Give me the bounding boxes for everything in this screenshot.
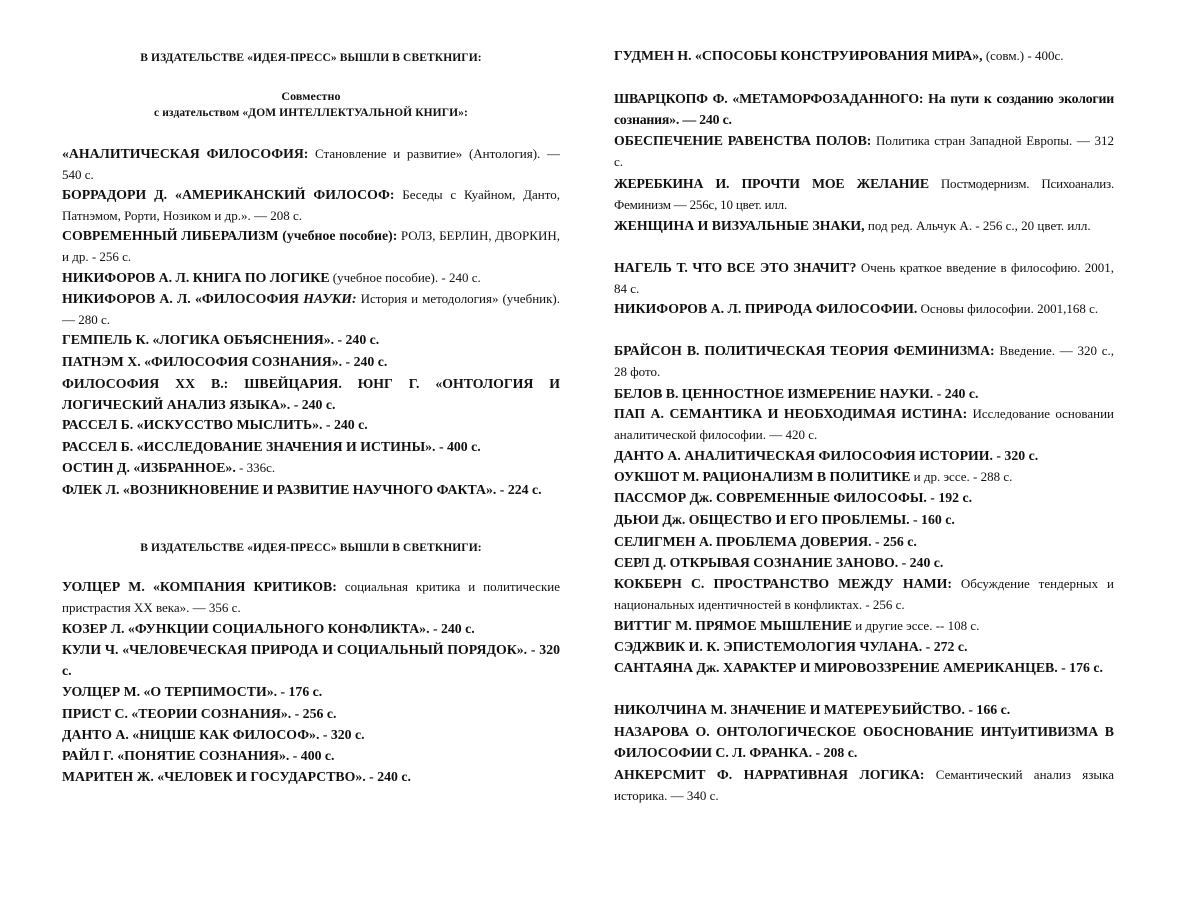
book-entry: ПАП А. СЕМАНТИКА И НЕОБХОДИМАЯ ИСТИНА: Исследование основании аналитической философии. — 420 с. [614, 406, 1114, 442]
book-entry: ШВАРЦКОПФ Ф. «МЕТАМОРФОЗАДАННОГО: На пути к созданию экологии сознания». — 240 с. [614, 91, 1114, 127]
book-entry: СЕРЛ Д. ОТКРЫВАЯ СОЗНАНИЕ ЗАНОВО. - 240 с. [614, 555, 944, 570]
book-entry: ФЛЕК Л. «ВОЗНИКНОВЕНИЕ И РАЗВИТИЕ НАУЧНОГО ФАКТА». - 224 с. [62, 482, 542, 497]
book-entry: ГЕМПЕЛЬ К. «ЛОГИКА ОБЪЯСНЕНИЯ». - 240 с. [62, 332, 380, 347]
book-entry: НИКИФОРОВ А. Л. «ФИЛОСОФИЯ НАУКИ: История и методология» (учебник). — 280 с. [62, 291, 560, 327]
book-entry: БЕЛОВ В. ЦЕННОСТНОЕ ИЗМЕРЕНИЕ НАУКИ. - 240 с. [614, 386, 979, 401]
book-entry: БОРРАДОРИ Д. «АМЕРИКАНСКИЙ ФИЛОСОФ: Беседы с Куайном, Данто, Патнэмом, Рорти, Нозиком и др.». — 208 с. [62, 187, 560, 223]
book-entry: ПРИСТ С. «ТЕОРИИ СОЗНАНИЯ». - 256 с. [62, 706, 337, 721]
book-entry: ОСТИН Д. «ИЗБРАННОЕ». - 336с. [62, 460, 276, 475]
book-entry: ГУДМЕН Н. «СПОСОБЫ КОНСТРУИРОВАНИЯ МИРА», (совм.) - 400с. [614, 48, 1064, 63]
book-entry: НИКИФОРОВ А. Л. ПРИРОДА ФИЛОСОФИИ. Основы философии. 2001,168 с. [614, 301, 1099, 316]
book-entry: КУЛИ Ч. «ЧЕЛОВЕЧЕСКАЯ ПРИРОДА И СОЦИАЛЬНЫЙ ПОРЯДОК». - 320 с. [62, 642, 560, 678]
book-entry: АНКЕРСМИТ Ф. НАРРАТИВНАЯ ЛОГИКА: Семантический анализ языка историка. — 340 с. [614, 767, 1114, 803]
book-entry: ДЬЮИ Дж. ОБЩЕСТВО И ЕГО ПРОБЛЕМЫ. - 160 с. [614, 512, 955, 527]
book-entry: МАРИТЕН Ж. «ЧЕЛОВЕК И ГОСУДАРСТВО». - 240 с. [62, 769, 411, 784]
book-entry: РАССЕЛ Б. «ИСКУССТВО МЫСЛИТЬ». - 240 с. [62, 417, 368, 432]
book-entry: ПАТНЭМ Х. «ФИЛОСОФИЯ СОЗНАНИЯ». - 240 с. [62, 354, 388, 369]
book-entry: НИКОЛЧИНА М. ЗНАЧЕНИЕ И МАТЕРЕУБИЙСТВО. - 166 с. [614, 702, 1011, 717]
book-entry: ПАССМОР Дж. СОВРЕМЕННЫЕ ФИЛОСОФЫ. - 192 с. [614, 490, 973, 505]
book-entry: УОЛЦЕР М. «КОМПАНИЯ КРИТИКОВ: социальная критика и политические пристрастия XX века». — 356 с. [62, 579, 560, 615]
book-entry: ОБЕСПЕЧЕНИЕ РАВЕНСТВА ПОЛОВ: Политика стран Западной Европы. — 312 с. [614, 133, 1114, 169]
book-entry: ОУКШОТ М. РАЦИОНАЛИЗМ В ПОЛИТИКЕ и др. эссе. - 288 с. [614, 469, 1013, 484]
book-entry: НАГЕЛЬ Т. ЧТО ВСЕ ЭТО ЗНАЧИТ? Очень краткое введение в философию. 2001, 84 с. [614, 260, 1115, 296]
book-entry: РАЙЛ Г. «ПОНЯТИЕ СОЗНАНИЯ». - 400 с. [62, 748, 335, 763]
book-entry: «АНАЛИТИЧЕСКАЯ ФИЛОСОФИЯ: Становление и развитие» (Антология). — 540 с. [62, 146, 560, 182]
section-heading: В ИЗДАТЕЛЬСТВЕ «ИДЕЯ-ПРЕСС» ВЫШЛИ В СВЕТКНИГИ: [140, 542, 482, 554]
book-entry: СЕЛИГМЕН А. ПРОБЛЕМА ДОВЕРИЯ. - 256 с. [614, 534, 917, 549]
book-entry: РАССЕЛ Б. «ИССЛЕДОВАНИЕ ЗНАЧЕНИЯ И ИСТИНЫ». - 400 с. [62, 439, 481, 454]
book-entry: ЖЕРЕБКИНА И. ПРОЧТИ МОЕ ЖЕЛАНИЕ Постмодернизм. Психоанализ. Феминизм — 256с, 10 цвет. илл. [614, 176, 1115, 212]
book-entry: СЭДЖВИК И. К. ЭПИСТЕМОЛОГИЯ ЧУЛАНА. - 272 с. [614, 639, 968, 654]
book-entry: КОКБЕРН С. ПРОСТРАНСТВО МЕЖДУ НАМИ: Обсуждение тендерных и национальных идентичностей в конфликтах. - 256 с. [614, 576, 1115, 612]
book-entry: НИКИФОРОВ А. Л. КНИГА ПО ЛОГИКЕ (учебное пособие). - 240 с. [62, 270, 481, 285]
book-entry: ДАНТО А. «НИЦШЕ КАК ФИЛОСОФ». - 320 с. [62, 727, 365, 742]
book-entry: БРАЙСОН В. ПОЛИТИЧЕСКАЯ ТЕОРИЯ ФЕМИНИЗМА: Введение. — 320 с., 28 фото. [614, 343, 1114, 379]
book-entry: СОВРЕМЕННЫЙ ЛИБЕРАЛИЗМ (учебное пособие): РОЛЗ, БЕРЛИН, ДВОРКИН, и др. - 256 с. [62, 228, 560, 264]
section-heading: В ИЗДАТЕЛЬСТВЕ «ИДЕЯ-ПРЕСС» ВЫШЛИ В СВЕТКНИГИ: [140, 52, 482, 64]
book-entry: ДАНТО А. АНАЛИТИЧЕСКАЯ ФИЛОСОФИЯ ИСТОРИИ. - 320 с. [614, 448, 1039, 463]
book-entry: НАЗАРОВА О. ОНТОЛОГИЧЕСКОЕ ОБОСНОВАНИЕ ИНТуИТИВИЗМА В ФИЛОСОФИИ С. Л. ФРАНКА. - 208 с. [614, 724, 1114, 760]
book-entry: УОЛЦЕР М. «О ТЕРПИМОСТИ». - 176 с. [62, 684, 323, 699]
book-entry: ЖЕНЩИНА И ВИЗУАЛЬНЫЕ ЗНАКИ, под ред. Альчук А. - 256 с., 20 цвет. илл. [614, 218, 1091, 233]
book-entry: ФИЛОСОФИЯ XX В.: ШВЕЙЦАРИЯ. ЮНГ Г. «ОНТОЛОГИЯ И ЛОГИЧЕСКИЙ АНАЛИЗ ЯЗЫКА». - 240 с. [62, 376, 560, 412]
book-entry: КОЗЕР Л. «ФУНКЦИИ СОЦИАЛЬНОГО КОНФЛИКТА». - 240 с. [62, 621, 475, 636]
book-entry: ВИТТИГ М. ПРЯМОЕ МЫШЛЕНИЕ и другие эссе. -- 108 с. [614, 618, 980, 633]
coedition-heading-line2: с издательством «ДОМ ИНТЕЛЛЕКТУАЛЬНОЙ КНИГИ»: [154, 107, 468, 119]
book-entry: САНТАЯНА Дж. ХАРАКТЕР И МИРОВОЗЗРЕНИЕ АМЕРИКАНЦЕВ. - 176 с. [614, 660, 1103, 675]
coedition-heading-line1: Совместно [281, 89, 341, 103]
